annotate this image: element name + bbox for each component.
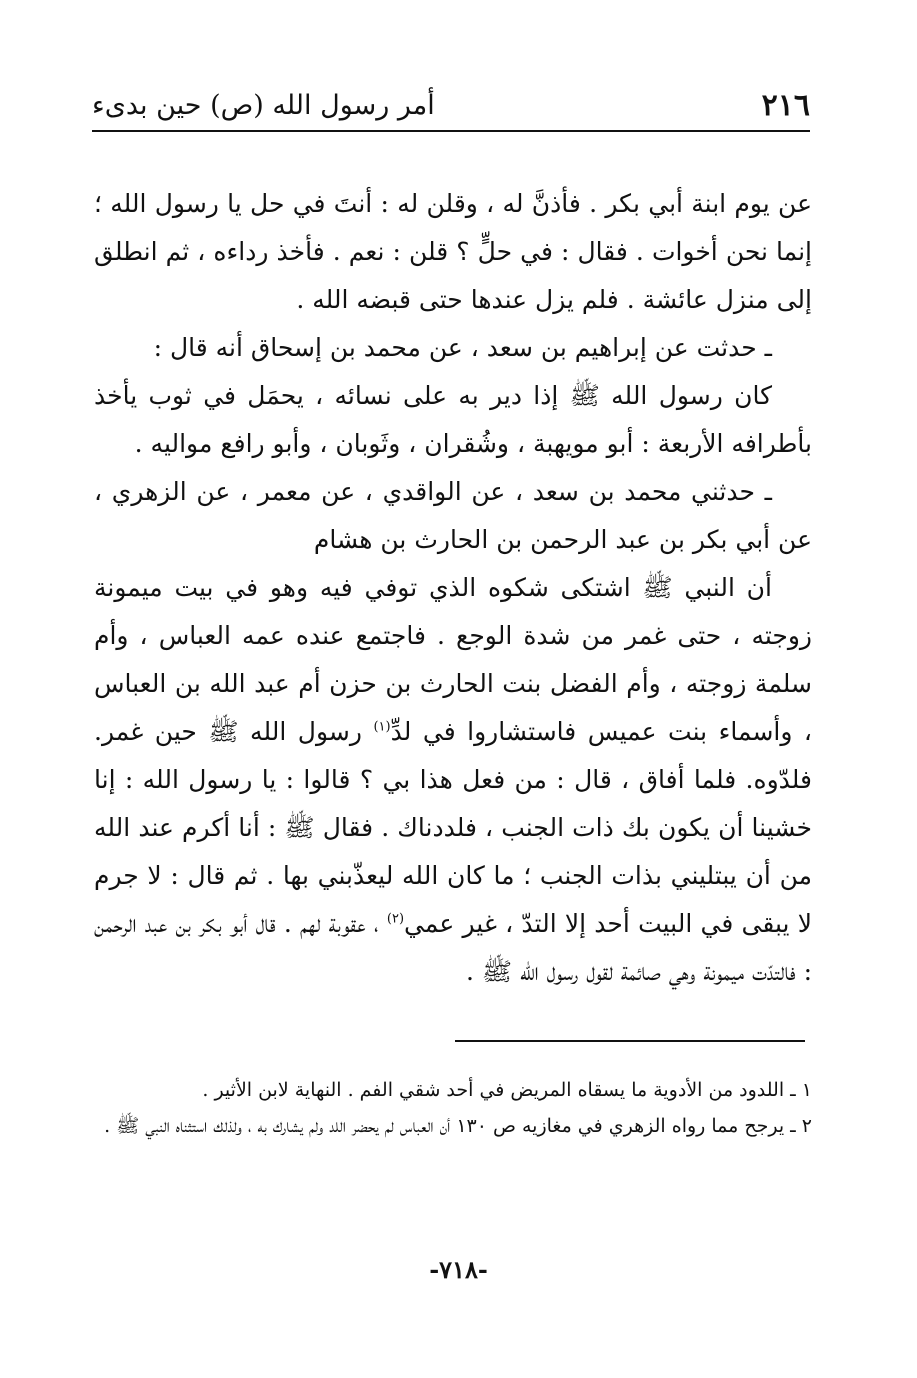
paragraph-segment: أن النبي ﷺ اشتكى شكوه الذي توفي فيه وهو في بيت ميمونة زوجته ، حتى غمر من شدة الوجع . فاجتمع عنده عمه العباس ، وأم سلمة زوجته ، وأم الفضل بنت الحارث بن حزن أم عبد الله بن العباس ، وأسماء بنت عميس فاستشاروا في لدِّ [94, 573, 812, 746]
header-divider [92, 130, 810, 132]
running-header [92, 86, 810, 126]
footnote-divider [455, 1040, 805, 1042]
paragraph: ـ حدثني محمد بن سعد ، عن الواقدي ، عن معمر ، عن الزهري ، عن أبي بكر بن عبد الرحمن بن الحارث بن هشام [94, 477, 812, 554]
paragraph: عن يوم ابنة أبي بكر . فأذنَّ له ، وقلن له : أنتَ في حل يا رسول الله ؛ إنما نحن أخوات . فقال : في حلٍّ ؟ قلن : نعم . فأخذ رداءه ، ثم انطلق إلى منزل عائشة . فلم يزل عندها حتى قبضه الله . [94, 189, 812, 314]
footnote: ٢ ـ يرجح مما رواه الزهري في مغازيه ص ١٣٠ أن العباس لم يحضر اللد ولم يشارك به ، ولذلك استثناه النبي ﷺ . [104, 1115, 812, 1137]
paragraph-with-notes [94, 564, 812, 996]
footnote: ١ ـ اللدود من الأدوية ما يسقاه المريض في أحد شقي الفم . النهاية لابن الأثير . [202, 1079, 812, 1101]
footnote-reference: (١) [373, 719, 391, 735]
footnote-reference: (٢) [386, 911, 405, 927]
paragraph: ـ حدثت عن إبراهيم بن سعد ، عن محمد بن إسحاق أنه قال : [153, 333, 772, 362]
paragraph: كان رسول الله ﷺ إذا دير به على نسائه ، يحمَل في ثوب يأخذ بأطرافه الأربعة : أبو مويهبة ، وشُقران ، وثَوبان ، وأبو رافع مواليه . [94, 381, 812, 458]
footnotes [100, 1072, 812, 1144]
paragraph-segment: ، عقوبة لهم . قال أبو بكر بن عبد الرحمن : فالتدّت ميمونة وهي صائمة لقول رسول الله ﷺ . [94, 909, 812, 986]
header-page-number: ٢١٦ [761, 88, 810, 123]
header-title: أمر رسول الله (ص) حين بدىء [92, 90, 435, 121]
page-footer-number: -٧١٨- [429, 1255, 488, 1284]
paragraph-segment: رسول الله ﷺ حين غمر. فلدّوه. فلما أفاق ، قال : من فعل هذا بي ؟ قالوا : يا رسول الله : إنا خشينا أن يكون بك ذات الجنب ، فلددناك . فقال ﷺ : أنا أكرم عند الله من أن يبتليني بذات الجنب ؛ ما كان الله ليعذّبني بها . ثم قال : لا جرم لا يبقى في البيت أحد إلا التدّ ، غير عمي [94, 717, 812, 938]
main-text [94, 180, 812, 996]
